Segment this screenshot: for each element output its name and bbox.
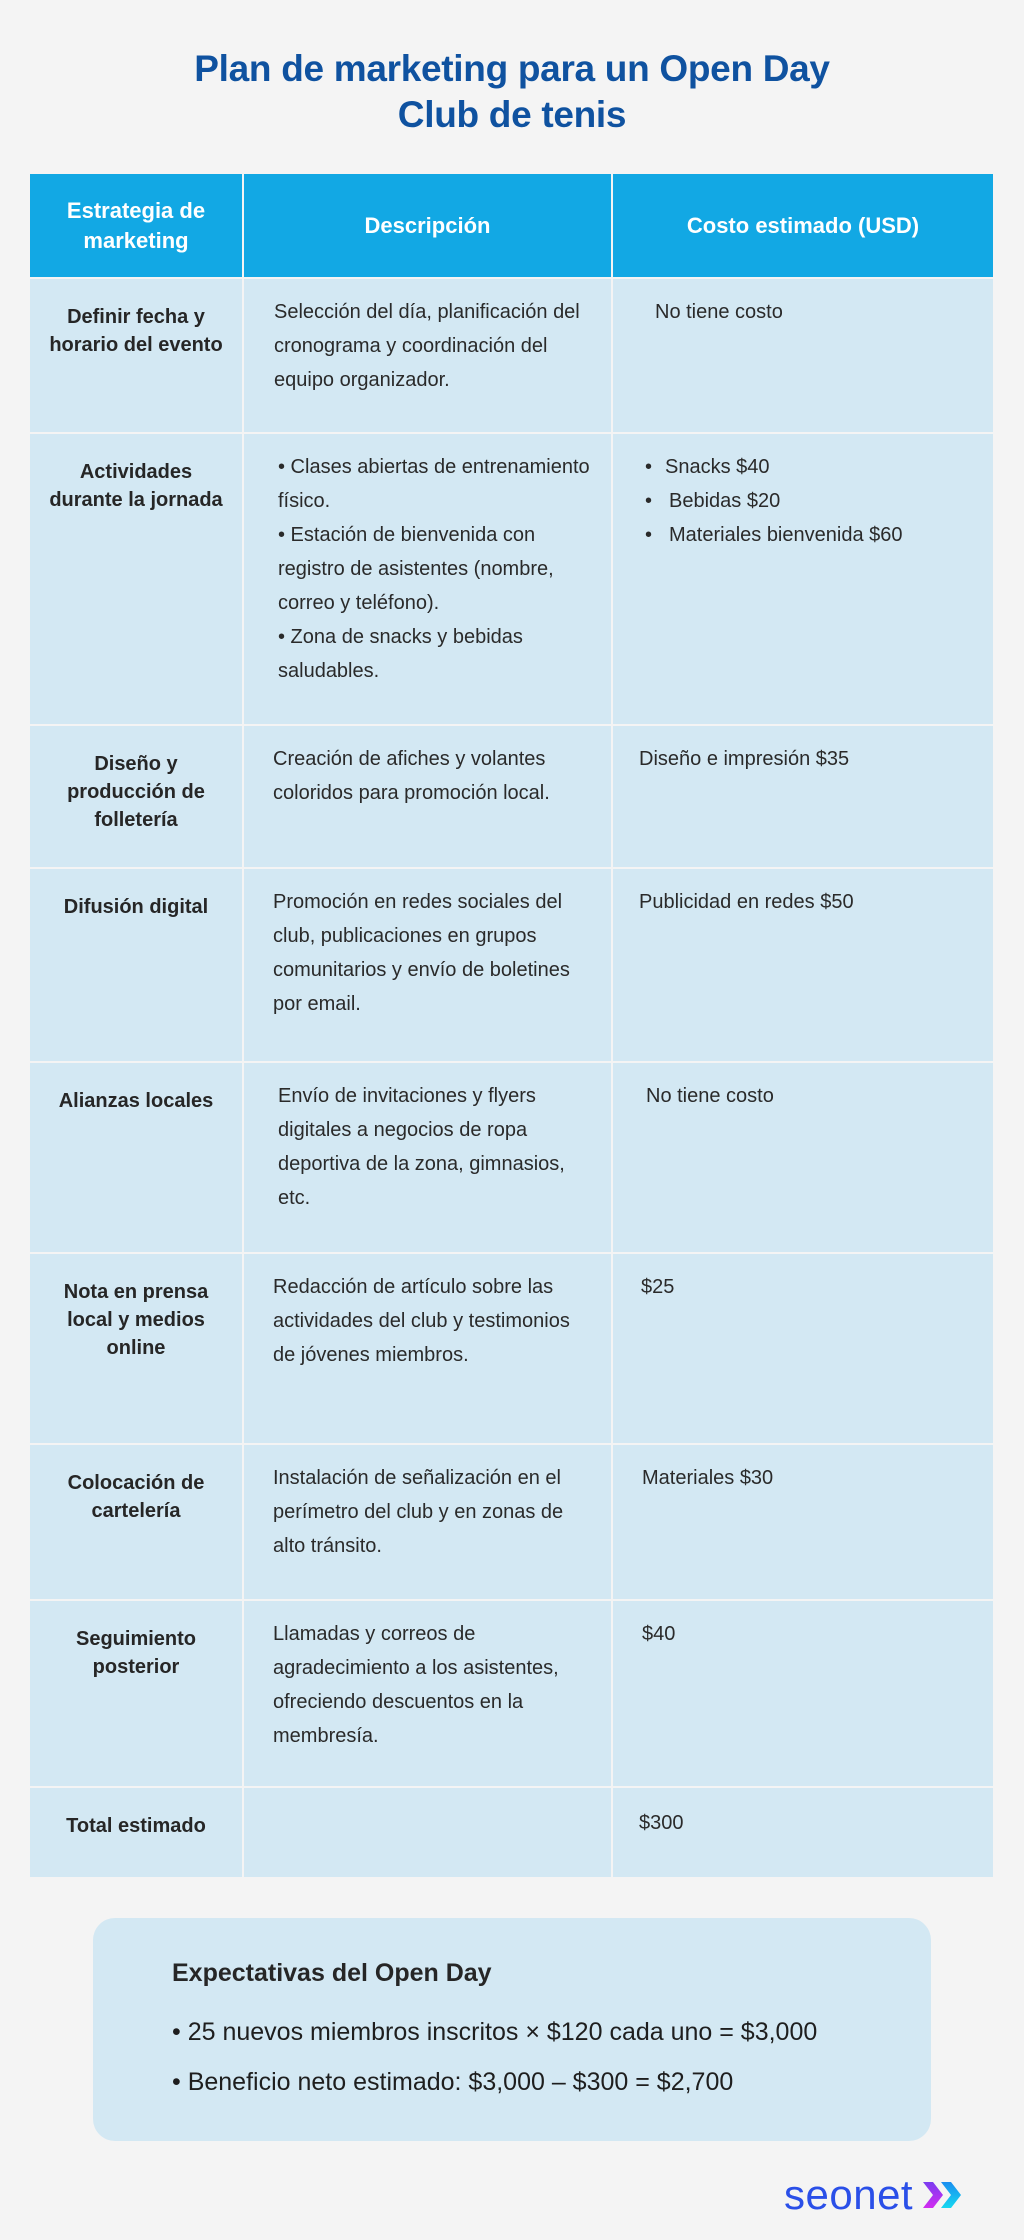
description-cell: Redacción de artículo sobre las actividades del club y testimonios de jóvenes miembros. (244, 1254, 611, 1443)
cost-item (645, 518, 979, 552)
strategy-cell: Colocación de cartelería (30, 1445, 242, 1599)
description-bullet: • Estación de bienvenida con registro de asistentes (nombre, correo y teléfono). (278, 524, 554, 614)
expectations-box (93, 1918, 931, 2141)
cost-item (645, 484, 979, 518)
table-row (30, 1063, 993, 1252)
cost-cell: No tiene costo (613, 279, 993, 432)
marketing-plan-table (30, 174, 993, 1877)
logo-text: seonet (784, 2171, 914, 2218)
bullet-icon: • (645, 456, 653, 478)
double-chevron-right-icon (921, 2178, 965, 2212)
title-line-1: Plan de marketing para un Open Day (194, 48, 830, 89)
table-row (30, 279, 993, 432)
strategy-cell: Nota en prensa local y medios online (30, 1254, 242, 1443)
cost-cell: $40 (613, 1601, 993, 1786)
expectation-item: • 25 nuevos miembros inscritos × $120 cada uno = $3,000 (172, 2018, 818, 2046)
description-bullet: • Clases abiertas de entrenamiento físico. (278, 456, 590, 512)
header-description: Descripción (244, 174, 611, 277)
description-bullet: • Zona de snacks y bebidas saludables. (278, 626, 523, 682)
header-cost: Costo estimado (USD) (613, 174, 993, 277)
strategy-cell: Alianzas locales (30, 1063, 242, 1252)
description-cell: Creación de afiches y volantes coloridos para promoción local. (244, 726, 611, 867)
header-strategy: Estrategia de marketing (30, 174, 242, 277)
total-description-empty (244, 1788, 611, 1877)
table-row (30, 869, 993, 1061)
cost-item-label: Materiales bienvenida $60 (669, 524, 903, 546)
description-cell: Promoción en redes sociales del club, publicaciones en grupos comunitarios y envío de boletines por email. (244, 869, 611, 1061)
cost-item-label: Snacks $40 (665, 456, 770, 478)
strategy-cell: Seguimiento posterior (30, 1601, 242, 1786)
title-line-2: Club de tenis (397, 94, 627, 135)
strategy-cell: Definir fecha y horario del evento (30, 279, 242, 432)
table-row (30, 1254, 993, 1443)
strategy-cell: Actividades durante la jornada (30, 434, 242, 724)
cost-item-label: Bebidas $20 (669, 490, 781, 512)
total-value: $300 (613, 1788, 993, 1877)
cost-cell: Materiales $30 (613, 1445, 993, 1599)
table-row (30, 1445, 993, 1599)
bullet-icon: • (645, 524, 653, 546)
cost-cell (613, 434, 993, 724)
description-cell: Envío de invitaciones y flyers digitales a negocios de ropa deportiva de la zona, gimnasios, etc. (244, 1063, 611, 1252)
cost-cell: Publicidad en redes $50 (613, 869, 993, 1061)
strategy-cell: Difusión digital (30, 869, 242, 1061)
table-row (30, 1601, 993, 1786)
table-row (30, 726, 993, 867)
description-cell: Instalación de señalización en el perímetro del club y en zonas de alto tránsito. (244, 1445, 611, 1599)
cost-cell: Diseño e impresión $35 (613, 726, 993, 867)
expectation-item: • Beneficio neto estimado: $3,000 – $300 = $2,700 (172, 2068, 734, 2096)
cost-item (645, 450, 979, 484)
expectations-title: Expectativas del Open Day (172, 1959, 492, 1987)
cost-cell: No tiene costo (613, 1063, 993, 1252)
total-label: Total estimado (30, 1788, 242, 1877)
table-total-row (30, 1788, 993, 1877)
description-cell: Selección del día, planificación del cronograma y coordinación del equipo organizador. (244, 279, 611, 432)
cost-cell: $25 (613, 1254, 993, 1443)
description-cell (244, 434, 611, 724)
description-cell: Llamadas y correos de agradecimiento a los asistentes, ofreciendo descuentos en la membresía. (244, 1601, 611, 1786)
page-title (0, 46, 1024, 138)
seonet-logo (784, 2170, 965, 2220)
bullet-icon: • (645, 490, 653, 512)
table-header-row (30, 174, 993, 277)
table-row (30, 434, 993, 724)
strategy-cell: Diseño y producción de folletería (30, 726, 242, 867)
